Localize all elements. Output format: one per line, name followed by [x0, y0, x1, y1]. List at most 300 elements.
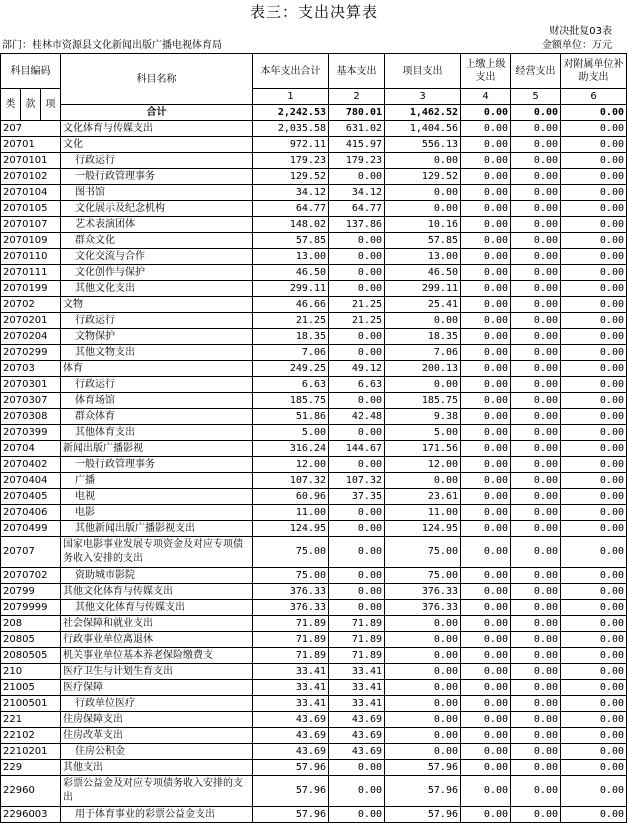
row-basic: 179.23: [329, 153, 385, 169]
row-basic: 0.00: [329, 393, 385, 409]
col-number-5: 5: [511, 89, 561, 105]
row-name: 文化: [61, 137, 253, 153]
table-row: [1, 153, 627, 169]
row-upper: 0.00: [461, 489, 511, 505]
table-row: [1, 712, 627, 728]
row-upper: 0.00: [461, 281, 511, 297]
row-code: 2070402: [1, 457, 61, 473]
table-row: [1, 425, 627, 441]
table-row: [1, 728, 627, 744]
header-row: [1, 54, 627, 89]
row-project: 171.56: [385, 441, 461, 457]
row-business: 0.00: [511, 185, 561, 201]
row-project: 9.38: [385, 409, 461, 425]
row-total: 376.33: [253, 584, 329, 600]
header-basic: 基本支出: [329, 54, 385, 89]
row-total: 57.85: [253, 233, 329, 249]
row-code: 2070499: [1, 521, 61, 537]
table-row: [1, 345, 627, 361]
col-number-6: 6: [561, 89, 627, 105]
row-basic: 34.12: [329, 185, 385, 201]
total-project: 1,462.52: [385, 105, 461, 121]
table-row: [1, 249, 627, 265]
row-subsidy: 0.00: [561, 121, 627, 137]
table-row: [1, 233, 627, 249]
row-subsidy: 0.00: [561, 632, 627, 648]
row-upper: 0.00: [461, 121, 511, 137]
row-upper: 0.00: [461, 297, 511, 313]
row-code: 2070399: [1, 425, 61, 441]
row-subsidy: 0.00: [561, 217, 627, 233]
row-total: 34.12: [253, 185, 329, 201]
row-upper: 0.00: [461, 377, 511, 393]
row-subsidy: 0.00: [561, 137, 627, 153]
row-total: 46.50: [253, 265, 329, 281]
row-subsidy: 0.00: [561, 169, 627, 185]
row-name: 一般行政管理事务: [61, 169, 253, 185]
row-code: 2079999: [1, 600, 61, 616]
row-business: 0.00: [511, 345, 561, 361]
row-name: 行政运行: [61, 313, 253, 329]
row-name: 一般行政管理事务: [61, 457, 253, 473]
row-basic: 631.02: [329, 121, 385, 137]
row-basic: 0.00: [329, 345, 385, 361]
row-upper: 0.00: [461, 584, 511, 600]
table-row: [1, 696, 627, 712]
row-total: 2,035.58: [253, 121, 329, 137]
row-subsidy: 0.00: [561, 648, 627, 664]
row-basic: 144.67: [329, 441, 385, 457]
row-code: 2070405: [1, 489, 61, 505]
row-upper: 0.00: [461, 393, 511, 409]
row-name: 住房保障支出: [61, 712, 253, 728]
row-name: 其他体育支出: [61, 425, 253, 441]
row-total: 57.96: [253, 760, 329, 776]
row-code: 20701: [1, 137, 61, 153]
row-upper: 0.00: [461, 807, 511, 823]
table-row: [1, 632, 627, 648]
row-project: 57.96: [385, 807, 461, 823]
row-basic: 33.41: [329, 680, 385, 696]
row-code: 2070101: [1, 153, 61, 169]
row-basic: 21.25: [329, 313, 385, 329]
row-upper: 0.00: [461, 265, 511, 281]
row-business: 0.00: [511, 648, 561, 664]
row-code: 2070702: [1, 568, 61, 584]
row-name: 文物保护: [61, 329, 253, 345]
row-business: 0.00: [511, 425, 561, 441]
row-name: 医疗保障: [61, 680, 253, 696]
row-upper: 0.00: [461, 361, 511, 377]
row-name: 住房公积金: [61, 744, 253, 760]
row-upper: 0.00: [461, 616, 511, 632]
header-upper: 上缴上级支出: [461, 54, 511, 89]
row-subsidy: 0.00: [561, 361, 627, 377]
row-business: 0.00: [511, 632, 561, 648]
row-basic: 71.89: [329, 648, 385, 664]
row-total: 46.66: [253, 297, 329, 313]
row-upper: 0.00: [461, 664, 511, 680]
row-basic: 0.00: [329, 329, 385, 345]
row-total: 71.89: [253, 632, 329, 648]
row-name: 文物: [61, 297, 253, 313]
table-row: [1, 807, 627, 823]
row-subsidy: 0.00: [561, 680, 627, 696]
row-project: 5.00: [385, 425, 461, 441]
row-upper: 0.00: [461, 169, 511, 185]
row-subsidy: 0.00: [561, 425, 627, 441]
row-business: 0.00: [511, 521, 561, 537]
row-code: 21005: [1, 680, 61, 696]
table-row: [1, 217, 627, 233]
row-total: 71.89: [253, 616, 329, 632]
row-subsidy: 0.00: [561, 744, 627, 760]
row-basic: 0.00: [329, 537, 385, 568]
row-code: 2070199: [1, 281, 61, 297]
row-name: 其他支出: [61, 760, 253, 776]
row-project: 12.00: [385, 457, 461, 473]
row-name: 文化交流与合作: [61, 249, 253, 265]
row-basic: 0.00: [329, 807, 385, 823]
row-basic: 0.00: [329, 169, 385, 185]
row-name: 群众体育: [61, 409, 253, 425]
row-project: 7.06: [385, 345, 461, 361]
row-total: 124.95: [253, 521, 329, 537]
table-row: [1, 584, 627, 600]
row-basic: 0.00: [329, 600, 385, 616]
row-subsidy: 0.00: [561, 473, 627, 489]
row-basic: 137.86: [329, 217, 385, 233]
row-business: 0.00: [511, 537, 561, 568]
row-name: 其他文化体育与传媒支出: [61, 584, 253, 600]
row-subsidy: 0.00: [561, 297, 627, 313]
total-total: 2,242.53: [253, 105, 329, 121]
row-project: 13.00: [385, 249, 461, 265]
row-code: 2070201: [1, 313, 61, 329]
row-business: 0.00: [511, 600, 561, 616]
row-business: 0.00: [511, 505, 561, 521]
table-row: [1, 489, 627, 505]
row-total: 33.41: [253, 696, 329, 712]
table-row: [1, 313, 627, 329]
row-project: 124.95: [385, 521, 461, 537]
row-total: 148.02: [253, 217, 329, 233]
row-upper: 0.00: [461, 137, 511, 153]
table-row: [1, 760, 627, 776]
col-number-4: 4: [461, 89, 511, 105]
table-row: [1, 457, 627, 473]
row-subsidy: 0.00: [561, 377, 627, 393]
row-project: 25.41: [385, 297, 461, 313]
row-project: 0.00: [385, 712, 461, 728]
table-row: [1, 361, 627, 377]
row-project: 57.85: [385, 233, 461, 249]
row-subsidy: 0.00: [561, 584, 627, 600]
row-project: 129.52: [385, 169, 461, 185]
header-kuan: 款: [21, 89, 41, 121]
row-name: 用于体育事业的彩票公益金支出: [61, 807, 253, 823]
row-code: 2210201: [1, 744, 61, 760]
row-upper: 0.00: [461, 712, 511, 728]
total-row: [1, 105, 627, 121]
expenditure-table: [0, 53, 627, 823]
row-basic: 0.00: [329, 249, 385, 265]
row-business: 0.00: [511, 680, 561, 696]
row-business: 0.00: [511, 457, 561, 473]
row-subsidy: 0.00: [561, 281, 627, 297]
row-business: 0.00: [511, 265, 561, 281]
row-business: 0.00: [511, 281, 561, 297]
row-upper: 0.00: [461, 473, 511, 489]
row-code: 2070307: [1, 393, 61, 409]
row-code: 2070299: [1, 345, 61, 361]
header-business: 经营支出: [511, 54, 561, 89]
row-basic: 43.69: [329, 728, 385, 744]
row-business: 0.00: [511, 441, 561, 457]
row-upper: 0.00: [461, 537, 511, 568]
row-basic: 0.00: [329, 776, 385, 807]
row-subsidy: 0.00: [561, 313, 627, 329]
row-code: 2070406: [1, 505, 61, 521]
row-name: 文化展示及纪念机构: [61, 201, 253, 217]
table-row: [1, 329, 627, 345]
row-name: 国家电影事业发展专项资金及对应专项债务收入安排的支出: [61, 537, 253, 568]
row-upper: 0.00: [461, 696, 511, 712]
total-subsidy: 0.00: [561, 105, 627, 121]
table-row: [1, 281, 627, 297]
row-subsidy: 0.00: [561, 233, 627, 249]
row-business: 0.00: [511, 361, 561, 377]
row-upper: 0.00: [461, 457, 511, 473]
row-total: 57.96: [253, 807, 329, 823]
row-project: 11.00: [385, 505, 461, 521]
row-code: 20703: [1, 361, 61, 377]
row-subsidy: 0.00: [561, 664, 627, 680]
row-basic: 43.69: [329, 744, 385, 760]
row-total: 43.69: [253, 712, 329, 728]
row-total: 129.52: [253, 169, 329, 185]
row-code: 2070105: [1, 201, 61, 217]
row-code: 2296003: [1, 807, 61, 823]
total-label: 合计: [61, 105, 253, 121]
row-total: 107.32: [253, 473, 329, 489]
row-subsidy: 0.00: [561, 505, 627, 521]
row-total: 64.77: [253, 201, 329, 217]
row-subsidy: 0.00: [561, 345, 627, 361]
row-total: 75.00: [253, 568, 329, 584]
row-code: 20799: [1, 584, 61, 600]
row-upper: 0.00: [461, 185, 511, 201]
row-code: 210: [1, 664, 61, 680]
row-business: 0.00: [511, 728, 561, 744]
row-upper: 0.00: [461, 201, 511, 217]
row-subsidy: 0.00: [561, 521, 627, 537]
row-business: 0.00: [511, 616, 561, 632]
row-basic: 0.00: [329, 425, 385, 441]
row-total: 13.00: [253, 249, 329, 265]
table-row: [1, 169, 627, 185]
row-basic: 49.12: [329, 361, 385, 377]
row-total: 75.00: [253, 537, 329, 568]
row-project: 0.00: [385, 696, 461, 712]
table-row: [1, 616, 627, 632]
row-name: 行政运行: [61, 377, 253, 393]
row-upper: 0.00: [461, 505, 511, 521]
row-total: 972.11: [253, 137, 329, 153]
row-project: 23.61: [385, 489, 461, 505]
row-code: 2100501: [1, 696, 61, 712]
row-upper: 0.00: [461, 648, 511, 664]
row-basic: 21.25: [329, 297, 385, 313]
row-name: 新闻出版广播影视: [61, 441, 253, 457]
row-subsidy: 0.00: [561, 712, 627, 728]
row-subsidy: 0.00: [561, 393, 627, 409]
col-number-3: 3: [385, 89, 461, 105]
row-subsidy: 0.00: [561, 265, 627, 281]
row-project: 376.33: [385, 600, 461, 616]
row-subsidy: 0.00: [561, 329, 627, 345]
row-name: 资助城市影院: [61, 568, 253, 584]
row-total: 249.25: [253, 361, 329, 377]
row-basic: 0.00: [329, 584, 385, 600]
row-upper: 0.00: [461, 313, 511, 329]
row-project: 0.00: [385, 728, 461, 744]
row-code: 2070107: [1, 217, 61, 233]
row-basic: 415.97: [329, 137, 385, 153]
row-business: 0.00: [511, 712, 561, 728]
row-business: 0.00: [511, 169, 561, 185]
row-code: 229: [1, 760, 61, 776]
row-upper: 0.00: [461, 345, 511, 361]
header-name: 科目名称: [61, 54, 253, 105]
row-upper: 0.00: [461, 153, 511, 169]
header-xiang: 项: [41, 89, 61, 121]
row-business: 0.00: [511, 201, 561, 217]
row-business: 0.00: [511, 393, 561, 409]
row-subsidy: 0.00: [561, 776, 627, 807]
row-business: 0.00: [511, 313, 561, 329]
table-row: [1, 265, 627, 281]
unit-label: 金额单位：万元: [542, 40, 612, 51]
row-code: 207: [1, 121, 61, 137]
table-row: [1, 744, 627, 760]
row-subsidy: 0.00: [561, 489, 627, 505]
row-total: 11.00: [253, 505, 329, 521]
row-name: 广播: [61, 473, 253, 489]
row-code: 2070104: [1, 185, 61, 201]
row-basic: 0.00: [329, 568, 385, 584]
row-business: 0.00: [511, 776, 561, 807]
row-name: 电视: [61, 489, 253, 505]
table-row: [1, 776, 627, 807]
table-row: [1, 648, 627, 664]
table-row: [1, 473, 627, 489]
row-business: 0.00: [511, 297, 561, 313]
row-business: 0.00: [511, 409, 561, 425]
row-business: 0.00: [511, 568, 561, 584]
row-upper: 0.00: [461, 680, 511, 696]
row-subsidy: 0.00: [561, 568, 627, 584]
row-business: 0.00: [511, 696, 561, 712]
row-basic: 0.00: [329, 265, 385, 281]
row-project: 0.00: [385, 185, 461, 201]
row-total: 5.00: [253, 425, 329, 441]
row-name: 体育: [61, 361, 253, 377]
row-total: 6.63: [253, 377, 329, 393]
row-upper: 0.00: [461, 217, 511, 233]
row-project: 200.13: [385, 361, 461, 377]
row-upper: 0.00: [461, 760, 511, 776]
row-project: 57.96: [385, 776, 461, 807]
row-total: 316.24: [253, 441, 329, 457]
row-project: 0.00: [385, 377, 461, 393]
row-upper: 0.00: [461, 441, 511, 457]
row-project: 18.35: [385, 329, 461, 345]
row-subsidy: 0.00: [561, 728, 627, 744]
row-project: 0.00: [385, 744, 461, 760]
row-total: 299.11: [253, 281, 329, 297]
row-project: 0.00: [385, 616, 461, 632]
form-number: 财决批复03表: [549, 26, 612, 37]
row-basic: 0.00: [329, 760, 385, 776]
row-business: 0.00: [511, 584, 561, 600]
row-project: 1,404.56: [385, 121, 461, 137]
row-code: 2070204: [1, 329, 61, 345]
row-upper: 0.00: [461, 249, 511, 265]
table-row: [1, 201, 627, 217]
row-subsidy: 0.00: [561, 537, 627, 568]
table-row: [1, 521, 627, 537]
table-row: [1, 568, 627, 584]
row-name: 机关事业单位基本养老保险缴费支: [61, 648, 253, 664]
row-basic: 71.89: [329, 632, 385, 648]
row-total: 51.86: [253, 409, 329, 425]
row-code: 2070308: [1, 409, 61, 425]
row-basic: 0.00: [329, 505, 385, 521]
col-number-2: 2: [329, 89, 385, 105]
row-total: 21.25: [253, 313, 329, 329]
row-upper: 0.00: [461, 568, 511, 584]
row-code: 2070109: [1, 233, 61, 249]
row-name: 其他文化支出: [61, 281, 253, 297]
row-business: 0.00: [511, 760, 561, 776]
row-total: 43.69: [253, 744, 329, 760]
row-business: 0.00: [511, 217, 561, 233]
row-code: 20702: [1, 297, 61, 313]
row-total: 7.06: [253, 345, 329, 361]
row-name: 住房改革支出: [61, 728, 253, 744]
row-upper: 0.00: [461, 425, 511, 441]
row-upper: 0.00: [461, 744, 511, 760]
row-total: 376.33: [253, 600, 329, 616]
row-project: 0.00: [385, 648, 461, 664]
row-basic: 0.00: [329, 233, 385, 249]
row-upper: 0.00: [461, 728, 511, 744]
row-project: 556.13: [385, 137, 461, 153]
row-total: 185.75: [253, 393, 329, 409]
row-basic: 71.89: [329, 616, 385, 632]
row-basic: 33.41: [329, 664, 385, 680]
row-code: 22102: [1, 728, 61, 744]
row-total: 43.69: [253, 728, 329, 744]
row-code: 221: [1, 712, 61, 728]
table-row: [1, 600, 627, 616]
row-upper: 0.00: [461, 409, 511, 425]
row-business: 0.00: [511, 249, 561, 265]
row-subsidy: 0.00: [561, 409, 627, 425]
row-basic: 43.69: [329, 712, 385, 728]
table-row: [1, 377, 627, 393]
